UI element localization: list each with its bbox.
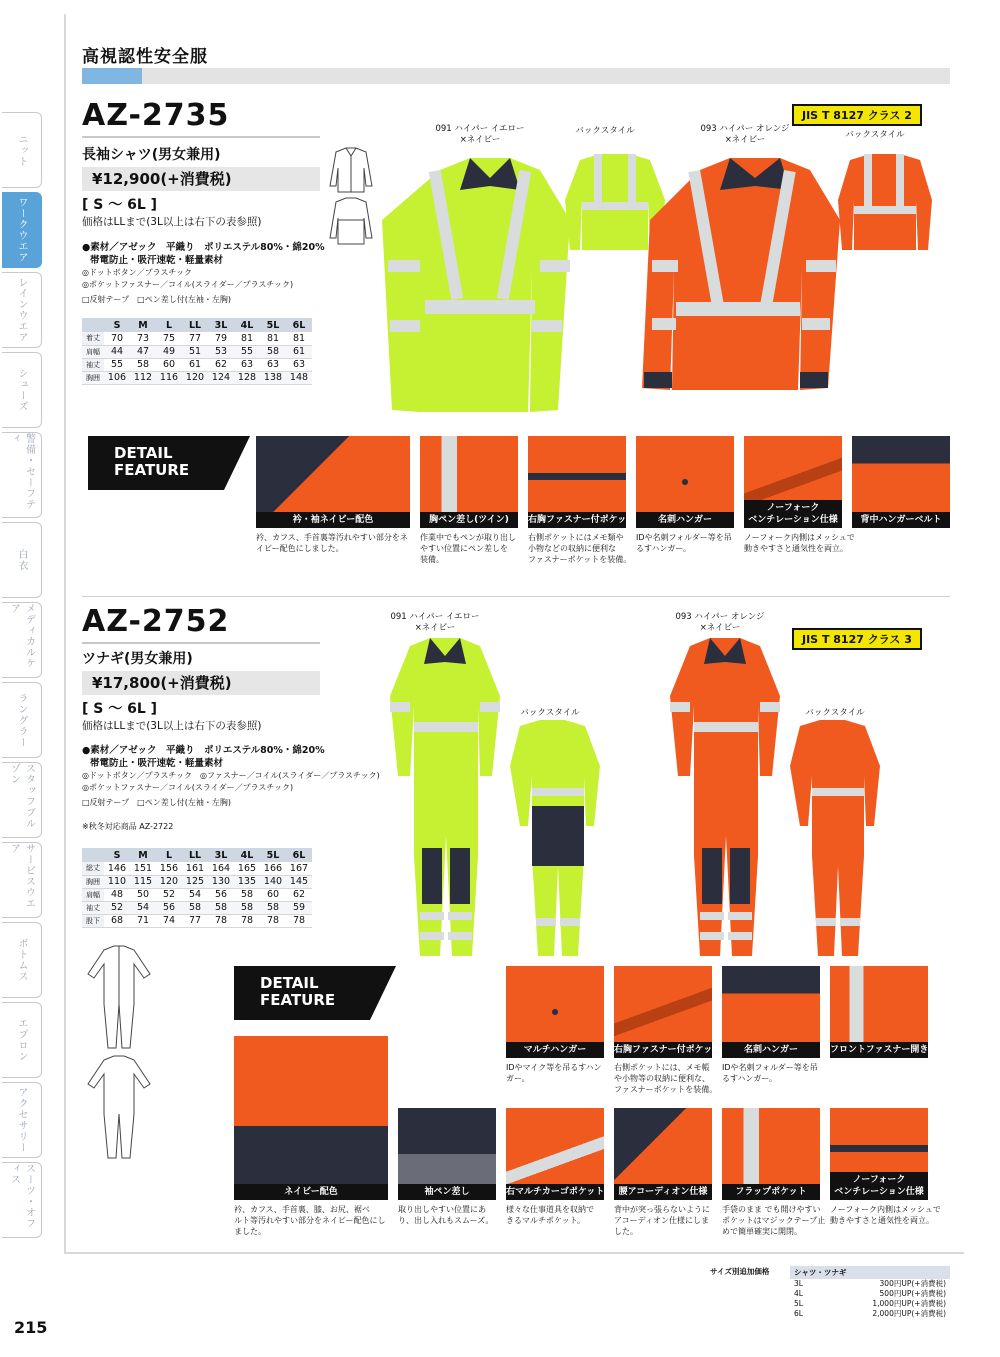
detail-description: 取り出しやすい位置にあ り、出し入れもスムーズ。 — [398, 1205, 494, 1225]
size-header: L — [156, 318, 182, 332]
detail-description: IDや名刺フォルダー等を吊 るすハンガー。 — [636, 533, 732, 553]
table-row — [82, 345, 312, 358]
size-cell: 75 — [156, 332, 182, 345]
detail-label: ノーフォーク ベンチレーション仕様 — [830, 1172, 928, 1200]
product1-function: 帯電防止・吸汗速乾・軽量素材 — [90, 255, 224, 266]
shirt-orange-back — [838, 154, 932, 250]
product2-options: □反射テープ □ペン差し付(左袖・左胸) — [82, 798, 231, 807]
product2-color1-caption: 091 ハイパー イエロー ×ネイビー — [390, 612, 480, 633]
size-cell: 56 — [208, 888, 234, 901]
size-header: L — [156, 848, 182, 862]
size-header: M — [130, 848, 156, 862]
coverall-yellow-front — [390, 638, 500, 956]
size-cell: 58 — [182, 901, 208, 914]
side-tab-label: シューズ — [16, 368, 27, 412]
size-cell: 52 — [104, 901, 130, 914]
product1-material: ●素材／アゼック 平織り ポリエステル80%・綿20% — [82, 242, 325, 253]
product2-size-range: [ S ～ 6L ] — [82, 701, 158, 717]
product2-detail-banner: DETAIL FEATURE — [234, 966, 370, 1020]
detail-description: 右側ポケットには、メモ帳 や小物等の収納に便利な、 ファスナーポケットを装備。 — [614, 1063, 718, 1094]
surcharge-size: 5L — [794, 1299, 803, 1308]
side-tab-2[interactable] — [2, 272, 42, 348]
product1-back-caption-2: バックスタイル — [845, 130, 905, 140]
table-row — [82, 888, 312, 901]
side-tab-label: スタッフブルゾン — [8, 763, 35, 829]
product2-function: 帯電防止・吸汗速乾・軽量素材 — [90, 758, 224, 769]
size-cell: 59 — [286, 901, 312, 914]
product1-parts2: ◎ポケットファスナー／コイル(スライダー／プラスチック) — [82, 280, 294, 289]
product2-size-note: 価格はLLまで(3L以上は右下の表参照) — [82, 720, 262, 732]
table-row — [82, 901, 312, 914]
size-cell: 77 — [182, 332, 208, 345]
detail-description: 右側ポケットにはメモ類や 小物などの収納に便利な ファスナーポケットを装備。 — [528, 533, 632, 564]
side-tab-label: エプロン — [16, 1018, 27, 1062]
surcharge-size: 3L — [794, 1279, 803, 1288]
size-cell: 54 — [182, 888, 208, 901]
size-cell: 61 — [182, 358, 208, 371]
size-header: 6L — [286, 848, 312, 862]
side-tab-label: ボトムス — [16, 938, 27, 982]
product1-model: AZ-2735 — [82, 98, 230, 133]
size-cell: 120 — [156, 875, 182, 888]
product1-size-range: [ S ～ 6L ] — [82, 197, 158, 213]
detail-label: 衿・袖ネイビー配色 — [256, 512, 410, 528]
side-tab-13[interactable] — [2, 1162, 42, 1238]
row-label: 袖丈 — [82, 358, 104, 371]
detail-photo — [234, 1036, 388, 1200]
side-tab-6[interactable] — [2, 602, 42, 678]
product2-model: AZ-2752 — [82, 604, 230, 639]
size-cell: 161 — [182, 862, 208, 875]
row-label: 肩幅 — [82, 888, 104, 901]
size-cell: 50 — [130, 888, 156, 901]
size-cell: 70 — [104, 332, 130, 345]
product1-model-underline — [82, 136, 320, 138]
size-cell: 74 — [156, 914, 182, 927]
detail-description: 衿、カフス、手首裏等汚れやすい部分をネ イビー配色にしました。 — [256, 533, 408, 553]
size-cell: 52 — [156, 888, 182, 901]
detail-label: 右胸ファスナー付ポケット — [614, 1042, 712, 1058]
detail-description: 衿、カフス、手首裏、膝、お尻、裾ベ ルト等汚れやすい部分をネイビー配色にし ました。 — [234, 1205, 386, 1236]
detail-label: ネイビー配色 — [234, 1184, 388, 1200]
side-tab-11[interactable] — [2, 1002, 42, 1078]
size-cell: 112 — [130, 371, 156, 384]
detail-label: 胸ペン差し(ツイン) — [420, 512, 518, 528]
detail-description: 作業中でもペンが取り出し やすい位置にペン差しを 装備。 — [420, 533, 516, 564]
product1-name: 長袖シャツ(男女兼用) — [82, 147, 221, 163]
size-cell: 110 — [104, 875, 130, 888]
product1-size-table — [82, 318, 312, 385]
table-row — [82, 862, 312, 875]
detail-label: 右マルチカーゴポケット — [506, 1184, 604, 1200]
size-cell: 128 — [234, 371, 260, 384]
size-cell: 140 — [260, 875, 286, 888]
side-tab-label: サービスウエア — [8, 843, 35, 909]
product1-options: □反射テープ □ペン差し付(左袖・左胸) — [82, 295, 231, 304]
table-row — [82, 371, 312, 384]
size-cell: 71 — [130, 914, 156, 927]
size-header: 6L — [286, 318, 312, 332]
product1-size-note: 価格はLLまで(3L以上は右下の表参照) — [82, 216, 262, 228]
size-cell: 56 — [156, 901, 182, 914]
size-cell: 81 — [234, 332, 260, 345]
detail-description: 様々な仕事道具を収納で きるマルチポケット。 — [506, 1205, 594, 1225]
size-header: M — [130, 318, 156, 332]
size-cell: 81 — [286, 332, 312, 345]
coverall-orange-front — [670, 638, 780, 956]
size-cell: 49 — [156, 345, 182, 358]
row-label: 着丈 — [82, 332, 104, 345]
page-frame-bottom — [64, 1252, 964, 1254]
detail-label: ノーフォーク ベンチレーション仕様 — [744, 500, 842, 528]
section-divider — [82, 596, 950, 597]
detail-label: 名刺ハンガー — [722, 1042, 820, 1058]
size-cell: 106 — [104, 371, 130, 384]
product2-back-caption-1: バックスタイル — [520, 708, 580, 718]
size-cell: 164 — [208, 862, 234, 875]
side-tab-9[interactable] — [2, 842, 42, 918]
surcharge-row — [790, 1289, 950, 1299]
row-label: 胸囲 — [82, 371, 104, 384]
surcharge-price: 300円UP(+消費税) — [879, 1279, 946, 1288]
size-cell: 48 — [104, 888, 130, 901]
surcharge-size: 6L — [794, 1309, 803, 1318]
detail-label: 右胸ファスナー付ポケット — [528, 512, 626, 528]
size-cell: 55 — [104, 358, 130, 371]
product1-garment-photos — [380, 150, 960, 420]
side-tab-label: スーツ・オフィス — [8, 1163, 35, 1229]
detail-description: IDやマイク等を吊るすハン ガー。 — [506, 1063, 602, 1083]
section-title: 高視認性安全服 — [82, 47, 208, 67]
shirt-line-drawing — [328, 146, 374, 246]
coverall-yellow-back — [510, 720, 600, 956]
size-cell: 78 — [208, 914, 234, 927]
size-header — [82, 318, 104, 332]
surcharge-row — [790, 1299, 950, 1309]
size-cell: 120 — [182, 371, 208, 384]
coverall-line-drawing — [84, 944, 154, 1164]
size-cell: 58 — [260, 901, 286, 914]
size-header: 3L — [208, 848, 234, 862]
side-tab-12[interactable] — [2, 1082, 42, 1158]
product1-color2-caption: 093 ハイパー オレンジ ×ネイビー — [700, 124, 790, 145]
size-cell: 60 — [260, 888, 286, 901]
side-tab-0[interactable] — [2, 112, 42, 188]
size-header: S — [104, 318, 130, 332]
size-cell: 73 — [130, 332, 156, 345]
product2-name: ツナギ(男女兼用) — [82, 651, 193, 667]
table-row — [82, 875, 312, 888]
size-cell: 78 — [234, 914, 260, 927]
detail-label: マルチハンガー — [506, 1042, 604, 1058]
surcharge-row — [790, 1279, 950, 1289]
size-cell: 167 — [286, 862, 312, 875]
table-row — [82, 914, 312, 927]
size-cell: 62 — [208, 358, 234, 371]
side-tab-5[interactable] — [2, 522, 42, 598]
surcharge-label: サイズ別追加価格 — [710, 1267, 770, 1276]
size-cell: 78 — [260, 914, 286, 927]
coverall-orange-back — [790, 720, 880, 956]
surcharge-row — [790, 1309, 950, 1319]
side-tab-4[interactable] — [2, 432, 42, 518]
size-cell: 58 — [130, 358, 156, 371]
detail-label: フラップポケット — [722, 1184, 820, 1200]
product2-price: ¥17,800(+消費税) — [82, 671, 320, 695]
side-tab-label: 警備・セーフティ — [8, 433, 35, 510]
product2-winter-note: ※秋冬対応商品 AZ-2722 — [82, 822, 174, 831]
size-cell: 165 — [234, 862, 260, 875]
size-cell: 156 — [156, 862, 182, 875]
size-cell: 61 — [286, 345, 312, 358]
size-header: S — [104, 848, 130, 862]
size-cell: 116 — [156, 371, 182, 384]
size-header: 5L — [260, 318, 286, 332]
size-cell: 55 — [234, 345, 260, 358]
side-tab-label: ラングラー — [16, 692, 27, 748]
product2-color2-caption: 093 ハイパー オレンジ ×ネイビー — [675, 612, 765, 633]
detail-description: 背中が突っ張らないように アコーディオン仕様にしま した。 — [614, 1205, 710, 1236]
page-frame — [64, 14, 66, 1254]
size-header: 5L — [260, 848, 286, 862]
size-cell: 124 — [208, 371, 234, 384]
size-cell: 166 — [260, 862, 286, 875]
row-label: 股下 — [82, 914, 104, 927]
table-row — [82, 358, 312, 371]
detail-label: 袖ペン差し — [398, 1184, 496, 1200]
page-number: 215 — [14, 1318, 48, 1337]
size-header: 4L — [234, 318, 260, 332]
size-cell: 63 — [286, 358, 312, 371]
detail-description: 手袋のまま でも開けやすい ポケットはマジックテープ止 めで簡単確実に開閉。 — [722, 1205, 826, 1236]
product1-price: ¥12,900(+消費税) — [82, 167, 320, 191]
size-cell: 53 — [208, 345, 234, 358]
size-cell: 62 — [286, 888, 312, 901]
size-cell: 145 — [286, 875, 312, 888]
size-header — [82, 848, 104, 862]
surcharge-price: 1,000円UP(+消費税) — [872, 1299, 946, 1308]
size-cell: 125 — [182, 875, 208, 888]
table-row — [82, 332, 312, 345]
size-cell: 115 — [130, 875, 156, 888]
size-surcharge-table — [710, 1266, 950, 1319]
size-header: 4L — [234, 848, 260, 862]
section-title-bar — [82, 68, 950, 84]
shirt-yellow-front — [382, 158, 570, 412]
size-cell: 77 — [182, 914, 208, 927]
side-tab-3[interactable] — [2, 352, 42, 428]
product2-back-caption-2: バックスタイル — [805, 708, 865, 718]
side-tab-label: メディカルケア — [8, 603, 35, 669]
size-cell: 148 — [286, 371, 312, 384]
size-cell: 58 — [208, 901, 234, 914]
side-tab-label: ニット — [16, 133, 27, 167]
size-cell: 54 — [130, 901, 156, 914]
product2-garment-photos — [360, 636, 920, 966]
detail-label: 背中ハンガーベルト — [852, 512, 950, 528]
size-header: LL — [182, 848, 208, 862]
size-cell: 79 — [208, 332, 234, 345]
surcharge-price: 500円UP(+消費税) — [879, 1289, 946, 1298]
size-cell: 81 — [260, 332, 286, 345]
size-cell: 130 — [208, 875, 234, 888]
surcharge-head: シャツ・ツナギ — [790, 1266, 950, 1279]
detail-label: 腰アコーディオン仕様 — [614, 1184, 712, 1200]
row-label: 肩幅 — [82, 345, 104, 358]
product1-color1-caption: 091 ハイパー イエロー ×ネイビー — [435, 124, 525, 145]
product1-parts1: ◎ドットボタン／プラスチック — [82, 268, 193, 277]
size-cell: 63 — [234, 358, 260, 371]
product1-detail-banner: DETAIL FEATURE — [88, 436, 224, 490]
size-cell: 58 — [260, 345, 286, 358]
size-cell: 47 — [130, 345, 156, 358]
side-tab-label: ワークウエア — [16, 197, 27, 263]
product2-material: ●素材／アゼック 平織り ポリエステル80%・綿20% — [82, 745, 325, 756]
size-cell: 78 — [286, 914, 312, 927]
size-cell: 58 — [234, 901, 260, 914]
size-cell: 146 — [104, 862, 130, 875]
surcharge-size: 4L — [794, 1289, 803, 1298]
side-tab-label: レインウエア — [16, 277, 27, 343]
size-cell: 135 — [234, 875, 260, 888]
size-cell: 68 — [104, 914, 130, 927]
side-tab-label: アクセサリー — [16, 1087, 27, 1153]
product2-size-table — [82, 848, 312, 928]
surcharge-price: 2,000円UP(+消費税) — [872, 1309, 946, 1318]
product1-back-caption-1: バックスタイル — [575, 126, 635, 136]
size-cell: 60 — [156, 358, 182, 371]
size-cell: 58 — [234, 888, 260, 901]
size-cell: 151 — [130, 862, 156, 875]
detail-description: IDや名刺フォルダー等を吊 るすハンガー。 — [722, 1063, 818, 1083]
product2-model-underline — [82, 642, 320, 644]
product1-jis-badge: JIS T 8127 クラス 2 — [792, 104, 922, 126]
shirt-orange-front — [642, 158, 840, 390]
side-tab-1[interactable] — [2, 192, 42, 268]
side-tab-10[interactable] — [2, 922, 42, 998]
detail-description: ノーフォーク内側はメッシュで 動きやすさと通気性を両立。 — [830, 1205, 941, 1225]
side-tab-label: 白衣 — [16, 549, 27, 571]
size-cell: 51 — [182, 345, 208, 358]
row-label: 総丈 — [82, 862, 104, 875]
detail-description: ノーフォーク内側はメッシュで 動きやすさと通気性を両立。 — [744, 533, 855, 553]
size-header: LL — [182, 318, 208, 332]
size-cell: 63 — [260, 358, 286, 371]
row-label: 胸囲 — [82, 875, 104, 888]
product2-jis-badge: JIS T 8127 クラス 3 — [792, 628, 922, 650]
detail-label: 名刺ハンガー — [636, 512, 734, 528]
side-tab-7[interactable] — [2, 682, 42, 758]
detail-label: フロントファスナー開き — [830, 1042, 928, 1058]
side-tab-8[interactable] — [2, 762, 42, 838]
row-label: 袖丈 — [82, 901, 104, 914]
product2-parts2: ◎ポケットファスナー／コイル(スライダー／プラスチック) — [82, 783, 294, 792]
product2-parts1: ◎ドットボタン／プラスチック ◎ファスナー／コイル(スライダー／プラスチック) — [82, 771, 380, 780]
size-cell: 44 — [104, 345, 130, 358]
size-cell: 138 — [260, 371, 286, 384]
size-header: 3L — [208, 318, 234, 332]
